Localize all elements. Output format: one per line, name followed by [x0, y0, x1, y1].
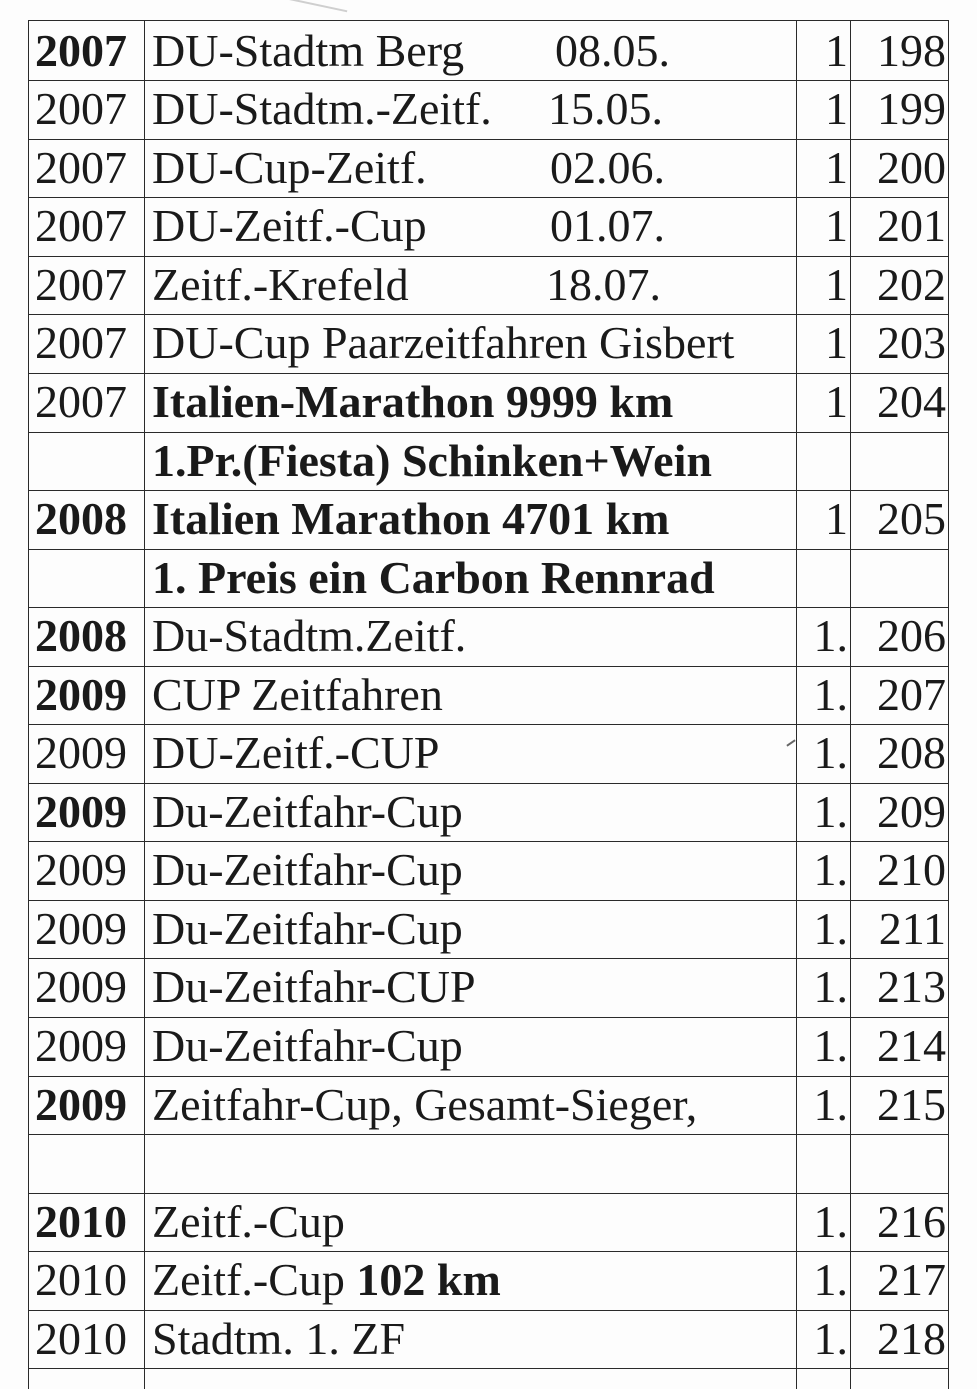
year-cell: 2010	[35, 1196, 127, 1247]
table-row	[28, 724, 949, 782]
event-text: Du-Zeitfahr-Cup	[152, 1020, 463, 1071]
win-number-cell: 200	[877, 142, 946, 193]
event-text: Du-Zeitfahr-CUP	[152, 961, 476, 1012]
event-cell	[152, 1017, 732, 1075]
win-number-cell: 211	[878, 903, 946, 954]
year-cell: 2009	[35, 961, 127, 1012]
event-text: Zeitf.-Cup	[152, 1196, 345, 1247]
table-row	[28, 841, 949, 899]
table-row	[28, 139, 949, 197]
year-cell: 2008	[35, 610, 127, 661]
event-text: Zeitf.-Cup	[152, 1254, 345, 1305]
win-number-cell	[854, 432, 946, 490]
event-cell	[152, 607, 732, 665]
event-date: 18.07.	[546, 259, 661, 310]
year-cell: 2009	[35, 903, 127, 954]
table-row	[28, 373, 949, 431]
place-cell: 1	[825, 259, 848, 310]
year-cell: 2008	[35, 493, 127, 544]
win-number-cell	[854, 549, 946, 607]
event-text: Italien-Marathon 9999 km	[152, 376, 674, 427]
place-cell: 1	[825, 493, 848, 544]
win-number-cell: 208	[877, 727, 946, 778]
year-cell: 2007	[35, 259, 127, 310]
place-cell: 1	[825, 376, 848, 427]
place-cell: 1.	[813, 610, 848, 661]
year-cell: 2009	[35, 727, 127, 778]
event-date: 01.07.	[550, 200, 665, 251]
event-cell	[152, 958, 732, 1016]
event-text: Du-Zeitfahr-Cup	[152, 786, 463, 837]
win-number-cell: 214	[877, 1020, 946, 1071]
year-cell: 2010	[35, 1313, 127, 1364]
win-number-cell: 201	[877, 200, 946, 251]
place-cell: 1.	[813, 1020, 848, 1071]
year-cell: 2007	[35, 25, 127, 76]
table-row	[28, 607, 949, 665]
win-number-cell: 210	[877, 844, 946, 895]
event-text: DU-Stadtm.-Zeitf.	[152, 83, 492, 134]
year-cell: 2007	[35, 200, 127, 251]
place-cell: 1.	[813, 727, 848, 778]
win-number-cell: 215	[877, 1079, 946, 1130]
event-text: DU-Zeitf.-Cup	[152, 200, 427, 251]
event-text: DU-Cup Paarzeitfahren Gisbert	[152, 317, 735, 368]
year-cell	[35, 549, 147, 607]
place-cell: 1.	[813, 669, 848, 720]
win-number-cell: 216	[877, 1196, 946, 1247]
place-cell: 1	[825, 142, 848, 193]
event-cell	[152, 549, 732, 607]
event-cell	[152, 666, 732, 724]
table-row	[28, 1076, 949, 1134]
place-cell: 1.	[813, 1254, 848, 1305]
win-number-cell: 204	[877, 376, 946, 427]
year-cell	[35, 432, 147, 490]
win-number-cell: 203	[877, 317, 946, 368]
table-row	[28, 783, 949, 841]
event-cell	[152, 724, 732, 782]
win-number-cell: 217	[877, 1254, 946, 1305]
year-cell: 2010	[35, 1254, 127, 1305]
place-cell: 1.	[813, 961, 848, 1012]
table-row	[28, 197, 949, 255]
year-cell: 2009	[35, 844, 127, 895]
year-cell: 2009	[35, 786, 127, 837]
win-number-cell: 207	[877, 669, 946, 720]
event-text: Du-Zeitfahr-Cup	[152, 903, 463, 954]
table-row	[28, 900, 949, 958]
year-cell: 2009	[35, 1020, 127, 1071]
year-cell	[35, 1134, 147, 1192]
win-number-cell: 198	[877, 25, 946, 76]
place-cell: 1	[825, 83, 848, 134]
place-cell: 1	[825, 317, 848, 368]
win-number-cell: 206	[877, 610, 946, 661]
table-row	[28, 1193, 949, 1251]
table-row	[28, 1310, 949, 1368]
event-text: DU-Zeitf.-CUP	[152, 727, 440, 778]
event-text: Italien Marathon 4701 km	[152, 493, 670, 544]
place-cell: 1.	[813, 903, 848, 954]
event-cell	[152, 841, 732, 899]
place-cell	[800, 1134, 848, 1192]
event-text: DU-Cup-Zeitf.	[152, 142, 427, 193]
win-number-cell: 202	[877, 259, 946, 310]
year-cell: 2009	[35, 1079, 127, 1130]
row-divider	[28, 1368, 949, 1369]
event-date: 15.05.	[548, 83, 663, 134]
table-row	[28, 1251, 949, 1309]
event-text: 1. Preis ein Carbon Rennrad	[152, 552, 715, 603]
event-cell	[152, 490, 732, 548]
event-text: Stadtm. 1. ZF	[152, 1313, 406, 1364]
event-cell	[152, 373, 732, 431]
event-text: 1.Pr.(Fiesta) Schinken+Wein	[152, 435, 712, 486]
place-cell: 1.	[813, 844, 848, 895]
win-number-cell: 209	[877, 786, 946, 837]
win-number-cell: 213	[877, 961, 946, 1012]
table-row	[28, 432, 949, 490]
event-text: Zeitf.-Krefeld	[152, 259, 409, 310]
event-text: DU-Stadtm Berg	[152, 25, 465, 76]
place-cell	[800, 432, 848, 490]
event-cell	[152, 1076, 732, 1134]
table-row	[28, 549, 949, 607]
table-row	[28, 80, 949, 138]
event-cell	[152, 1251, 732, 1309]
table-row	[28, 958, 949, 1016]
table-row	[28, 22, 949, 80]
table-row	[28, 1134, 949, 1192]
place-cell	[800, 549, 848, 607]
table-row	[28, 666, 949, 724]
year-cell: 2007	[35, 83, 127, 134]
event-text: Du-Stadtm.Zeitf.	[152, 610, 467, 661]
event-cell	[152, 1193, 732, 1251]
scan-mark	[269, 0, 348, 12]
event-date: 08.05.	[555, 25, 670, 76]
table-border-top	[28, 20, 949, 21]
place-cell: 1.	[813, 786, 848, 837]
win-number-cell: 218	[877, 1313, 946, 1364]
event-text: Du-Zeitfahr-Cup	[152, 844, 463, 895]
event-cell	[152, 432, 732, 490]
event-date: 02.06.	[550, 142, 665, 193]
event-cell	[152, 900, 732, 958]
win-number-cell: 205	[877, 493, 946, 544]
event-cell	[152, 1310, 732, 1368]
place-cell: 1.	[813, 1079, 848, 1130]
place-cell: 1	[825, 200, 848, 251]
table-row	[28, 256, 949, 314]
year-cell: 2007	[35, 142, 127, 193]
event-distance: 102 km	[356, 1254, 501, 1305]
place-cell: 1.	[813, 1196, 848, 1247]
event-text: Zeitfahr-Cup, Gesamt-Sieger,	[152, 1079, 698, 1130]
year-cell: 2007	[35, 376, 127, 427]
year-cell: 2007	[35, 317, 127, 368]
year-cell: 2009	[35, 669, 127, 720]
win-number-cell: 199	[877, 83, 946, 134]
event-cell	[152, 783, 732, 841]
table-row	[28, 490, 949, 548]
event-text: CUP Zeitfahren	[152, 669, 443, 720]
event-cell	[152, 1134, 732, 1192]
place-cell: 1	[825, 25, 848, 76]
event-cell	[152, 314, 735, 372]
place-cell: 1.	[813, 1313, 848, 1364]
table-row	[28, 314, 949, 372]
win-number-cell	[854, 1134, 946, 1192]
table-row	[28, 1017, 949, 1075]
